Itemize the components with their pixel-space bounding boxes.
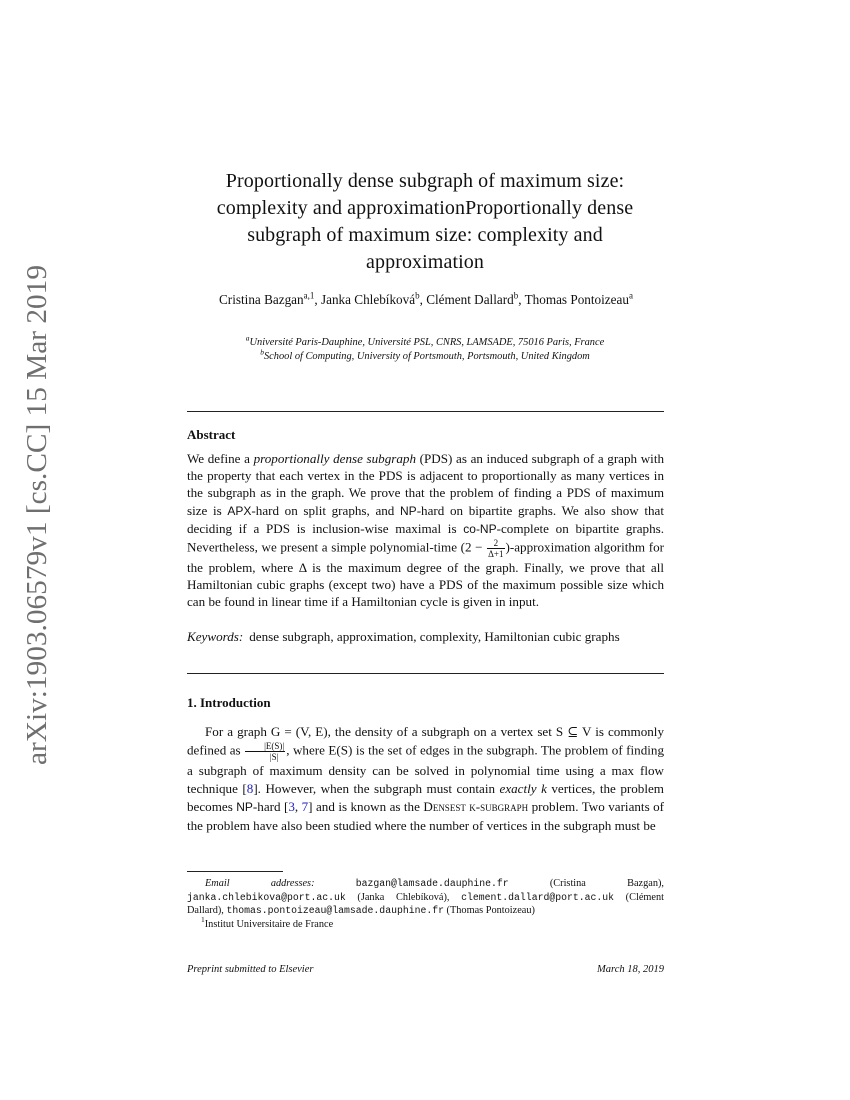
- abstract-text: )-approximation algorithm for the problem, where Δ is the maximum degree of the graph. Finally, we prove that all Hamiltonian cubic graphs (except two) have a PDS of the maximum possible size which can be found in linear time if a Hamiltonian cycle is given in input.: [187, 539, 664, 610]
- abstract-heading: Abstract: [187, 427, 236, 442]
- email-owner: (Clément Dallard),: [187, 891, 664, 917]
- fraction-numerator: 2: [487, 538, 504, 549]
- keywords-text: dense subgraph, approximation, complexity, Hamiltonian cubic graphs: [249, 629, 620, 644]
- introduction-body: [187, 723, 664, 835]
- email-owner: (Cristina Bazgan),: [508, 878, 664, 889]
- preprint-note: Preprint submitted to Elsevier: [187, 964, 314, 975]
- footnotes: [187, 877, 664, 931]
- complexity-class-apx: APX: [227, 503, 252, 518]
- email-link[interactable]: clement.dallard@port.ac.uk: [461, 891, 614, 903]
- citation-link[interactable]: 3: [288, 798, 295, 814]
- email-label: Email addresses:: [205, 878, 315, 889]
- approx-ratio-fraction: [487, 538, 504, 559]
- complexity-class-np: NP: [236, 799, 253, 814]
- affiliation-text: School of Computing, University of Portsmouth, Portsmouth, United Kingdom: [263, 351, 590, 362]
- author-name: Clément Dallard: [426, 292, 514, 307]
- affiliation-footnote: [187, 915, 664, 932]
- citation-link[interactable]: 7: [301, 798, 309, 814]
- author-separator: ,: [518, 292, 525, 307]
- author-affil-marker: b: [415, 290, 420, 301]
- arxiv-id: arXiv:1903.06579v1 [cs.CC] 15 Mar 2019: [21, 270, 53, 765]
- abstract-text: -hard on bipartite graphs. We also show that deciding if a PDS is inclusion-wise maximal is: [187, 502, 665, 536]
- abstract-text: We define a: [187, 451, 254, 466]
- intro-text: -hard [: [252, 798, 289, 814]
- email-footnote: [187, 877, 664, 918]
- email-owner: (Janka Chlebíková),: [345, 891, 462, 903]
- intro-text: ]. However, when the subgraph must contain: [253, 780, 500, 796]
- affiliations: [190, 333, 660, 364]
- email-owner: (Thomas Pontoizeau): [443, 905, 535, 917]
- abstract-paragraph: [187, 450, 664, 611]
- abstract-emphasis: proportionally dense subgraph: [253, 451, 417, 466]
- arxiv-stamp: [8, 262, 60, 768]
- affiliation-marker: b: [260, 347, 264, 357]
- abstract-bottom-rule: [187, 673, 664, 674]
- keywords: [187, 628, 664, 645]
- email-link[interactable]: janka.chlebikova@port.ac.uk: [187, 891, 346, 903]
- keywords-label: Keywords:: [187, 629, 244, 644]
- affiliation-marker: a: [245, 333, 250, 343]
- author-list: [206, 291, 646, 309]
- affiliation-line: [190, 347, 660, 364]
- author-name: Janka Chlebíková: [320, 292, 416, 307]
- intro-text: vertices, the problem becomes: [187, 780, 664, 814]
- intro-text: problem. Two variants of the problem have also been studied where the number of vertices in the subgraph must be: [187, 798, 665, 833]
- intro-text: ] and is known as the: [308, 798, 424, 814]
- abstract-text: (PDS) as an induced subgraph of a graph with the property that each vertex in the PDS is adjacent to proportionally as many vertices in the subgraph as in the graph. We prove that the problem of finding a PDS of maximum size is: [187, 451, 664, 518]
- complexity-class-np: NP: [400, 503, 417, 518]
- complexity-class-conp: co-NP: [463, 521, 497, 536]
- paper-title: Proportionally dense subgraph of maximum size: complexity and approximationProportionally dense subgraph of maximum size: complexity and approximation: [216, 170, 634, 273]
- author-name: Cristina Bazgan: [219, 292, 304, 307]
- abstract-text: -complete on bipartite graphs. Nevertheless, we present a simple polynomial-time (2 −: [187, 520, 664, 555]
- author-affil-marker: a,1: [303, 290, 315, 301]
- section-heading-introduction: 1. Introduction: [187, 695, 271, 710]
- author-affil-marker: a: [628, 290, 633, 301]
- intro-text: ,: [294, 798, 302, 814]
- citation-link[interactable]: 8: [246, 780, 254, 796]
- email-link[interactable]: thomas.pontoizeau@lamsade.dauphine.fr: [226, 905, 444, 917]
- fraction-numerator: |E(S)|: [245, 741, 285, 752]
- footnote-text: Institut Universitaire de France: [204, 918, 334, 930]
- intro-text: For a graph G = (V, E), the density of a subgraph on a vertex set S ⊆ V is commonly defined as: [187, 724, 664, 758]
- preprint-date: March 18, 2019: [597, 964, 664, 975]
- density-fraction: [245, 741, 285, 762]
- author-separator: ,: [314, 292, 321, 307]
- author-name: Thomas Pontoizeau: [524, 292, 629, 307]
- fraction-denominator: Δ+1: [488, 549, 504, 560]
- intro-emphasis: exactly k: [499, 780, 547, 796]
- intro-paragraph: [187, 723, 664, 835]
- email-link[interactable]: bazgan@lamsade.dauphine.fr: [355, 878, 509, 889]
- footnote-rule: [187, 871, 283, 872]
- footnote-marker: 1: [201, 915, 205, 925]
- problem-name: Densest k-subgraph: [423, 798, 529, 814]
- abstract-top-rule: [187, 411, 664, 412]
- author-separator: ,: [419, 292, 427, 307]
- intro-text: , where E(S) is the set of edges in the subgraph. The problem of finding a subgraph of maximum density can be solved in polynomial time using a max flow technique [: [187, 742, 664, 796]
- fraction-denominator: |S|: [269, 751, 279, 762]
- affiliation-text: Université Paris-Dauphine, Université PSL, CNRS, LAMSADE, 75016 Paris, France: [249, 337, 605, 348]
- author-affil-marker: b: [513, 290, 519, 301]
- abstract-body: [187, 450, 664, 611]
- abstract-text: -hard on split graphs, and: [251, 502, 401, 518]
